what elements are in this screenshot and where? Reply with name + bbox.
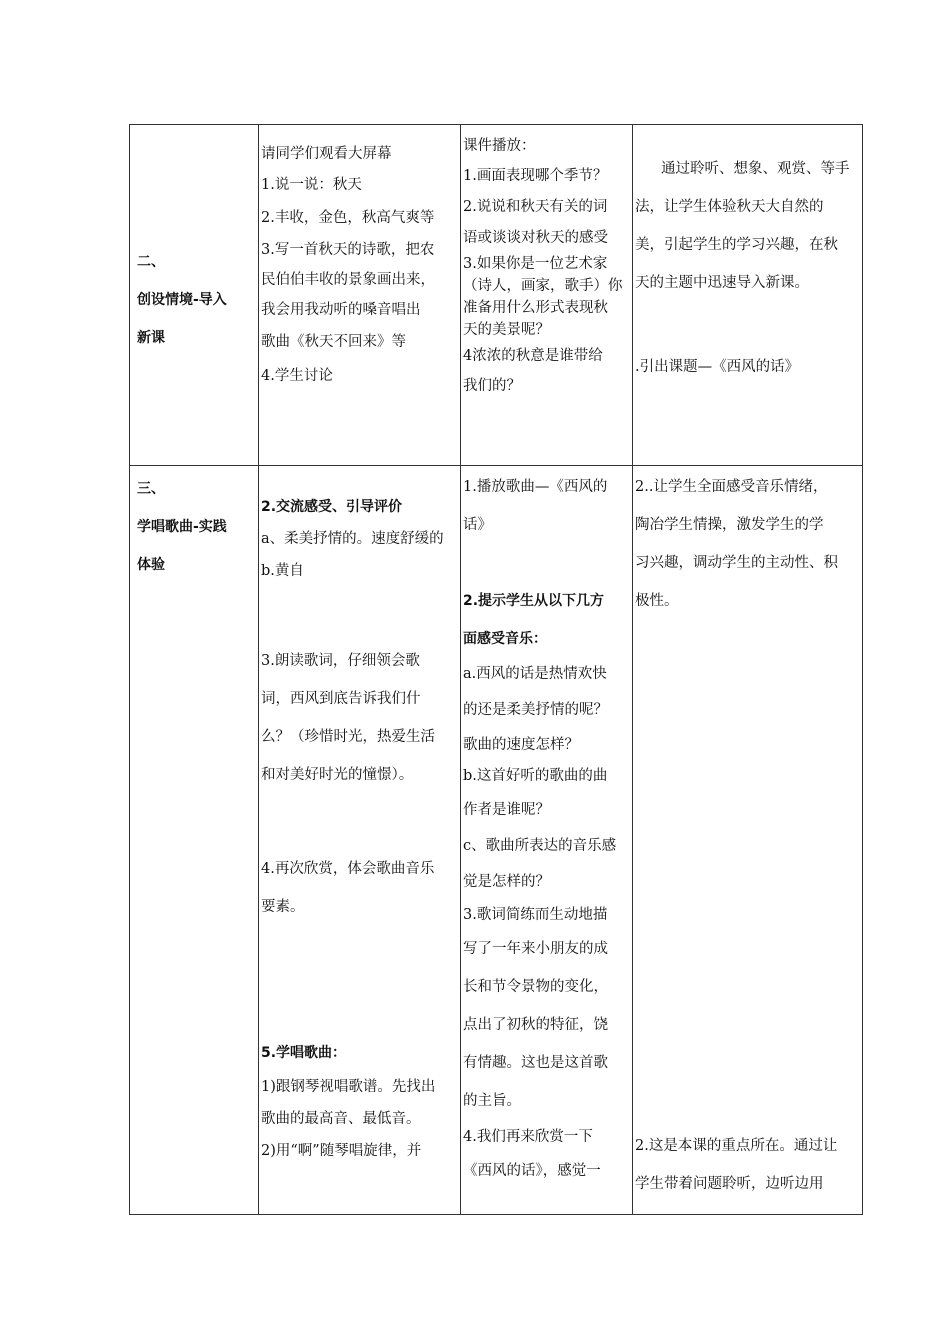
stage-cell xyxy=(130,125,259,466)
text-line: 课件播放： xyxy=(463,138,536,154)
text-line: 美，引起学生的学习兴趣，在秋 xyxy=(635,237,838,253)
student-activity-cell xyxy=(461,125,633,466)
text-line: 3.歌词简练而生动地描 xyxy=(463,907,608,923)
text-line: 学生带着问题聆听，边听边用 xyxy=(635,1176,824,1192)
text-line: 2.这是本课的重点所在。通过让 xyxy=(635,1138,838,1154)
stage-title-line: 创设情境-导入 xyxy=(137,292,227,308)
text-line: 么？（珍惜时光，热爱生活 xyxy=(261,729,435,745)
text-line: 点出了初秋的特征，饶 xyxy=(463,1017,608,1033)
text-line: 4.学生讨论 xyxy=(261,368,333,384)
stage-title-line: 体验 xyxy=(137,557,165,573)
text-line: 习兴趣，调动学生的主动性、积 xyxy=(635,555,838,571)
text-line: 的还是柔美抒情的呢？ xyxy=(463,702,608,718)
text-line: 2.丰收，金色，秋高气爽等 xyxy=(261,210,435,226)
text-line: 准备用什么形式表现秋 xyxy=(463,300,608,316)
section-heading: 2.交流感受、引导评价 xyxy=(261,499,403,515)
text-line: 3.如果你是一位艺术家 xyxy=(463,256,608,272)
text-line: .引出课题—《西风的话》 xyxy=(635,359,800,375)
text-line: c、歌曲所表达的音乐感 xyxy=(463,838,617,854)
text-line: 法，让学生体验秋天大自然的 xyxy=(635,199,824,215)
stage-number: 二、 xyxy=(137,254,165,270)
text-line: a、柔美抒情的。速度舒缓的 xyxy=(261,531,444,547)
text-line: 1.播放歌曲—《西风的 xyxy=(463,479,608,495)
text-line: 4.再次欣赏，体会歌曲音乐 xyxy=(261,861,435,877)
text-line: 4浓浓的秋意是谁带给 xyxy=(463,348,603,364)
text-line: 天的美景呢？ xyxy=(463,322,550,338)
text-line: 歌曲《秋天不回来》等 xyxy=(261,334,406,350)
text-line: 作者是谁呢？ xyxy=(463,802,550,818)
stage-title-line: 学唱歌曲-实践 xyxy=(137,519,227,535)
text-line: 天的主题中迅速导入新课。 xyxy=(635,275,809,291)
text-line: 话》 xyxy=(463,517,492,533)
text-line: 《西风的话》，感觉一 xyxy=(463,1163,601,1179)
text-line: b.这首好听的歌曲的曲 xyxy=(463,768,608,784)
text-line: 1)跟钢琴视唱歌谱。先找出 xyxy=(261,1079,436,1095)
text-line: （诗人，画家，歌手）你 xyxy=(463,278,623,294)
lesson-plan-table xyxy=(129,124,863,1215)
table-row-stage-2 xyxy=(130,125,863,466)
text-line: 歌曲的最高音、最低音。 xyxy=(261,1111,421,1127)
table-row-stage-3 xyxy=(130,466,863,1215)
stage-number: 三、 xyxy=(137,481,165,497)
text-line: 极性。 xyxy=(635,593,679,609)
section-heading: 面感受音乐： xyxy=(463,631,547,647)
stage-title-line: 新课 xyxy=(137,330,165,346)
text-line: 2)用“啊”随琴唱旋律，并 xyxy=(261,1143,422,1159)
text-line: 我会用我动听的嗓音唱出 xyxy=(261,302,421,318)
text-line: 语或谈谈对秋天的感受 xyxy=(463,230,608,246)
text-line: a.西风的话是热情欢快 xyxy=(463,666,607,682)
text-line: 觉是怎样的？ xyxy=(463,874,550,890)
text-line: 和对美好时光的憧憬）。 xyxy=(261,767,414,783)
text-line: 词，西风到底告诉我们什 xyxy=(261,691,421,707)
teacher-activity-cell xyxy=(259,125,461,466)
text-line: 4.我们再来欣赏一下 xyxy=(463,1129,593,1145)
text-line: 有情趣。这也是这首歌 xyxy=(463,1055,608,1071)
text-line: 3.朗读歌词，仔细领会歌 xyxy=(261,653,420,669)
text-line: 3.写一首秋天的诗歌，把农 xyxy=(261,242,435,258)
text-line: 通过聆听、想象、观赏、等手 xyxy=(661,161,850,177)
text-line: 2.说说和秋天有关的词 xyxy=(463,199,608,215)
design-intent-cell xyxy=(633,125,863,466)
text-line: 民伯伯丰收的景象画出来， xyxy=(261,272,435,288)
text-line: 写了一年来小朋友的成 xyxy=(463,941,608,957)
section-heading: 2.提示学生从以下几方 xyxy=(463,593,605,609)
text-line: 请同学们观看大屏幕 xyxy=(261,146,392,162)
section-heading: 5.学唱歌曲： xyxy=(261,1045,347,1061)
design-intent-cell xyxy=(633,466,863,1215)
text-line: 要素。 xyxy=(261,899,305,915)
text-line: 1.画面表现哪个季节？ xyxy=(463,168,608,184)
text-line: 2..让学生全面感受音乐情绪， xyxy=(635,479,828,495)
text-line: 我们的？ xyxy=(463,378,521,394)
text-line: 陶冶学生情操，激发学生的学 xyxy=(635,517,824,533)
text-line: 长和节令景物的变化， xyxy=(463,979,608,995)
text-line: 1.说一说：秋天 xyxy=(261,177,362,193)
stage-cell xyxy=(130,466,259,1215)
text-line: 歌曲的速度怎样？ xyxy=(463,737,579,753)
teacher-activity-cell xyxy=(259,466,461,1215)
text-line: b.黄自 xyxy=(261,563,304,579)
student-activity-cell xyxy=(461,466,633,1215)
text-line: 的主旨。 xyxy=(463,1093,521,1109)
